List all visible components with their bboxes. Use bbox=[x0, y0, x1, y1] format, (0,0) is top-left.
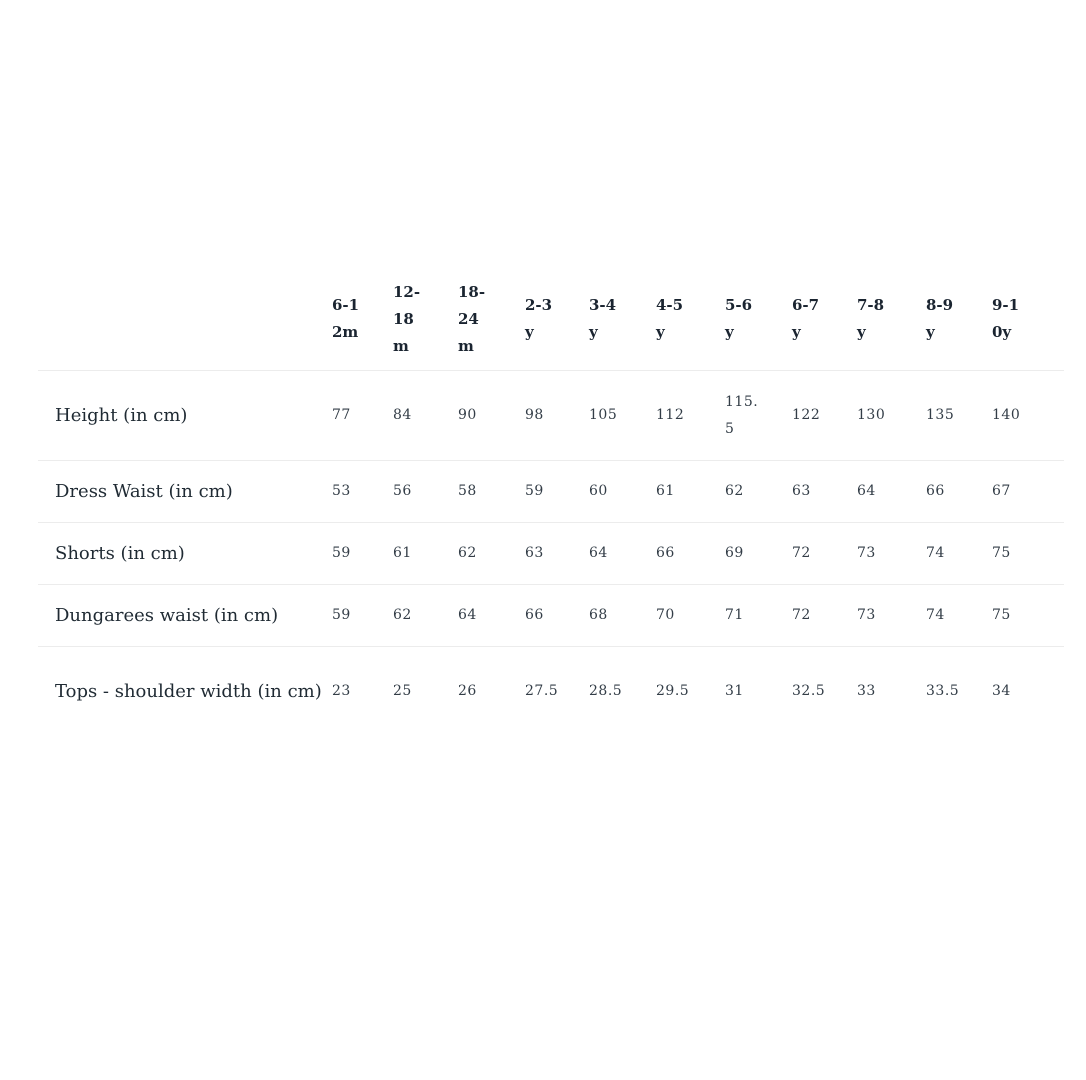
table-cell: 73 bbox=[857, 585, 926, 647]
table-cell: 64 bbox=[458, 585, 525, 647]
table-cell: 60 bbox=[589, 461, 656, 523]
table-cell: 98 bbox=[525, 371, 589, 461]
table-cell: 53 bbox=[332, 461, 393, 523]
header-size-18-24m: 18-24m bbox=[458, 282, 486, 355]
table-cell: 26 bbox=[458, 647, 525, 736]
table-cell: 67 bbox=[992, 461, 1064, 523]
table-cell: 61 bbox=[656, 461, 725, 523]
table-cell: 66 bbox=[525, 585, 589, 647]
row-label: Tops - shoulder width (in cm) bbox=[38, 647, 332, 736]
table-cell: 77 bbox=[332, 371, 393, 461]
header-size-2-3y: 2-3y bbox=[525, 296, 553, 341]
table-cell: 23 bbox=[332, 647, 393, 736]
table-cell: 112 bbox=[656, 371, 725, 461]
table-cell: 63 bbox=[792, 461, 857, 523]
table-row-dungarees-waist bbox=[38, 585, 1064, 647]
table-row-tops-shoulder-width bbox=[38, 647, 1064, 736]
header-size-3-4y: 3-4y bbox=[589, 296, 617, 341]
table-cell: 71 bbox=[725, 585, 792, 647]
table-cell: 66 bbox=[656, 523, 725, 585]
header-size-6-12m: 6-12m bbox=[332, 296, 360, 341]
table-cell: 62 bbox=[393, 585, 458, 647]
table-cell: 140 bbox=[992, 371, 1064, 461]
table-cell: 56 bbox=[393, 461, 458, 523]
table-cell: 135 bbox=[926, 371, 992, 461]
table-cell: 68 bbox=[589, 585, 656, 647]
table-cell: 72 bbox=[792, 523, 857, 585]
table-cell: 74 bbox=[926, 523, 992, 585]
table-cell: 64 bbox=[857, 461, 926, 523]
table-cell: 66 bbox=[926, 461, 992, 523]
header-size-7-8y: 7-8y bbox=[857, 296, 885, 341]
table-cell: 70 bbox=[656, 585, 725, 647]
table-cell: 28.5 bbox=[589, 647, 656, 736]
header-size-8-9y: 8-9y bbox=[926, 296, 954, 341]
table-cell: 29.5 bbox=[656, 647, 725, 736]
table-cell: 31 bbox=[725, 647, 792, 736]
table-cell: 115.5 bbox=[725, 371, 792, 461]
table-cell: 58 bbox=[458, 461, 525, 523]
row-label: Height (in cm) bbox=[38, 371, 332, 461]
table-cell: 75 bbox=[992, 585, 1064, 647]
table-cell: 90 bbox=[458, 371, 525, 461]
table-cell: 105 bbox=[589, 371, 656, 461]
table-cell: 62 bbox=[725, 461, 792, 523]
table-cell: 64 bbox=[589, 523, 656, 585]
row-label: Dress Waist (in cm) bbox=[38, 461, 332, 523]
header-corner-cell bbox=[38, 268, 332, 371]
table-cell: 33.5 bbox=[926, 647, 992, 736]
header-size-4-5y: 4-5y bbox=[656, 296, 684, 341]
table-cell: 130 bbox=[857, 371, 926, 461]
header-size-12-18m: 12-18m bbox=[393, 282, 421, 355]
table-cell: 61 bbox=[393, 523, 458, 585]
table-cell: 34 bbox=[992, 647, 1064, 736]
row-label: Shorts (in cm) bbox=[38, 523, 332, 585]
table-cell: 59 bbox=[525, 461, 589, 523]
table-cell: 75 bbox=[992, 523, 1064, 585]
table-row-shorts bbox=[38, 523, 1064, 585]
table-cell: 33 bbox=[857, 647, 926, 736]
table-cell: 84 bbox=[393, 371, 458, 461]
table-cell: 59 bbox=[332, 585, 393, 647]
table-cell: 25 bbox=[393, 647, 458, 736]
header-size-5-6y: 5-6y bbox=[725, 296, 753, 341]
table-row-height bbox=[38, 371, 1064, 461]
table-cell: 69 bbox=[725, 523, 792, 585]
table-cell: 74 bbox=[926, 585, 992, 647]
table-row-dress-waist bbox=[38, 461, 1064, 523]
table-cell: 122 bbox=[792, 371, 857, 461]
table-cell: 32.5 bbox=[792, 647, 857, 736]
header-row bbox=[38, 268, 1064, 371]
table-cell: 62 bbox=[458, 523, 525, 585]
table-cell: 63 bbox=[525, 523, 589, 585]
header-size-9-10y: 9-10y bbox=[992, 296, 1020, 341]
header-size-6-7y: 6-7y bbox=[792, 296, 820, 341]
table-cell: 73 bbox=[857, 523, 926, 585]
row-label: Dungarees waist (in cm) bbox=[38, 585, 332, 647]
size-chart-table bbox=[38, 268, 1064, 735]
table-cell: 72 bbox=[792, 585, 857, 647]
table-cell: 59 bbox=[332, 523, 393, 585]
table-cell: 27.5 bbox=[525, 647, 589, 736]
